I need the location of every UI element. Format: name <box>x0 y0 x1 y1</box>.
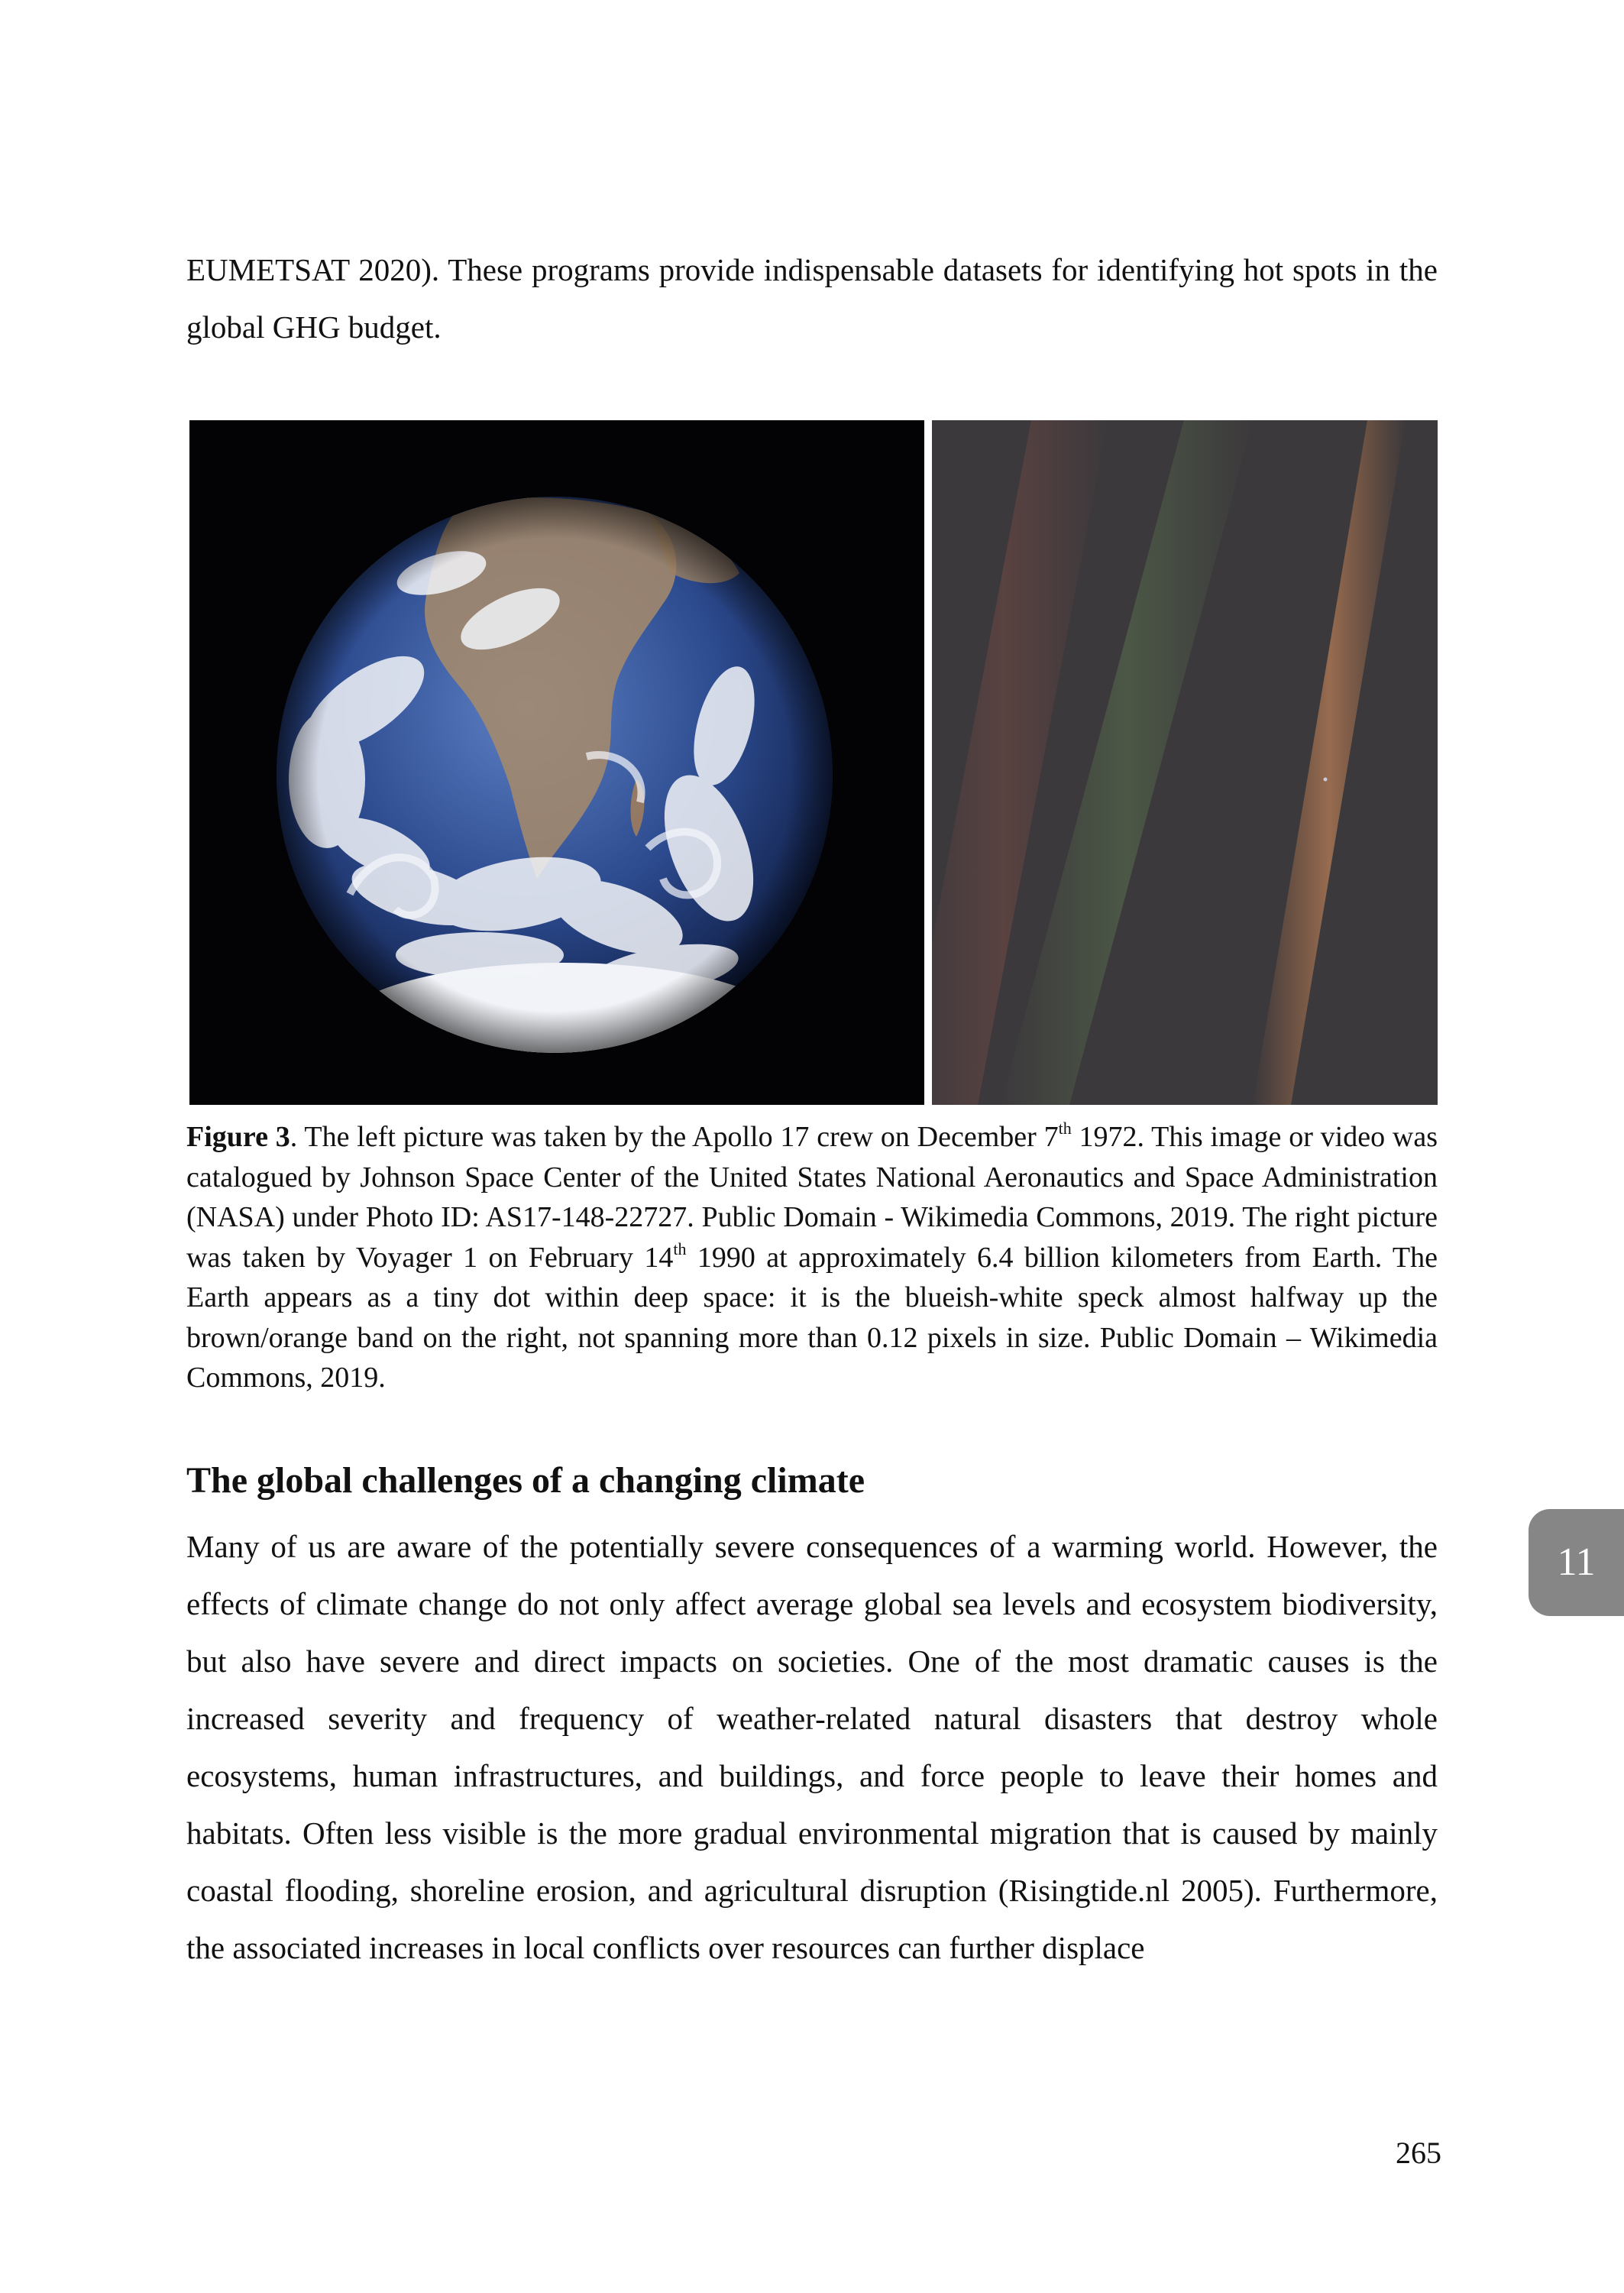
section-body-paragraph: Many of us are aware of the potentially severe consequences of a warming world. However, the effects of climate change do not only affect average global sea levels and ecosystem biodiversity, but also have severe and direct impacts on societies. One of the most dramatic causes is the increased severity and frequency of weather-related natural disasters that destroy whole ecosystems, human infrastructures, and buildings, and force people to leave their homes and habitats. Often less visible is the more gradual environmental migration that is caused by mainly coastal flooding, shoreline erosion, and agricultural disruption (Risingtide.nl 2005). Furthermore, the associated increases in local conflicts over resources can further displace <box>186 1529 1438 1965</box>
figure-caption <box>186 1117 1438 1398</box>
voyager-photo <box>932 420 1438 1105</box>
caption-text-2: 1972. This image or video was catalogued by Johnson Space Center of the United States National Aeronautics and Space Administration (NASA) under Photo ID: AS17-148-22727. Public Domain - Wikimedia Commons, 2019. The right picture was taken by Voyager 1 on February 14 <box>186 1121 1438 1274</box>
caption-text-1: . The left picture was taken by the Apollo 17 crew on December 7 <box>290 1121 1059 1153</box>
chapter-tab: 11 <box>1529 1509 1624 1616</box>
caption-text-3: 1990 at approximately 6.4 billion kilometers from Earth. The Earth appears as a tiny dot within deep space: it is the blueish-white speck almost halfway up the brown/orange band on the right, not spanning more than 0.12 pixels in size. Public Domain – Wikimedia Commons, 2019. <box>186 1241 1438 1394</box>
earth-photo <box>189 420 924 1105</box>
page-number: 265 <box>1396 2136 1441 2170</box>
pale-blue-dot-icon <box>932 420 1438 1105</box>
earth-from-space-icon <box>189 420 924 1105</box>
figure-3 <box>189 420 1438 1105</box>
caption-sup-2: th <box>673 1239 687 1258</box>
intro-paragraph: EUMETSAT 2020). These programs provide indispensable datasets for identifying hot spots in the global GHG budget. <box>186 252 1438 345</box>
section-heading: The global challenges of a changing climate <box>186 1460 865 1501</box>
caption-sup-1: th <box>1058 1119 1072 1138</box>
figure-label: Figure 3 <box>186 1121 290 1153</box>
